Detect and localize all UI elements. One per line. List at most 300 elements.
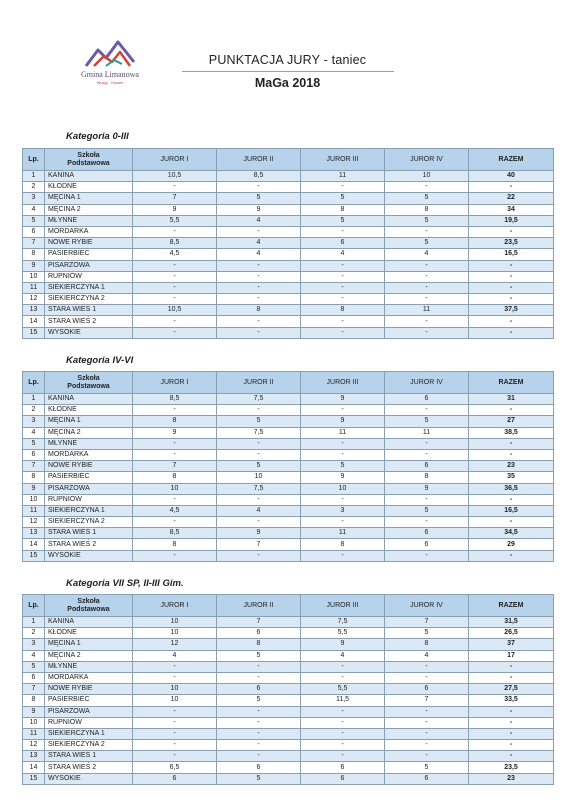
cell-school: KŁODNE [45, 405, 133, 416]
cell-juror2: 5 [217, 773, 301, 784]
cell-total: 16,5 [469, 249, 554, 260]
cell-juror4: - [385, 717, 469, 728]
cell-lp: 5 [23, 215, 45, 226]
cell-total: - [469, 405, 554, 416]
cell-school: MĘCINA 2 [45, 427, 133, 438]
cell-juror2: 7 [217, 617, 301, 628]
cell-juror2: - [217, 316, 301, 327]
cell-juror4: - [385, 271, 469, 282]
table-row [23, 672, 554, 683]
cell-juror1: 4 [133, 650, 217, 661]
scores-table [22, 148, 554, 339]
cell-lp: 12 [23, 517, 45, 528]
cell-lp: 10 [23, 271, 45, 282]
cell-juror2: - [217, 327, 301, 338]
cell-juror4: - [385, 740, 469, 751]
col-header-juror1: JUROR I [133, 372, 217, 394]
cell-total: - [469, 717, 554, 728]
cell-school: MĘCINA 2 [45, 204, 133, 215]
cell-juror3: - [301, 751, 385, 762]
cell-juror2: - [217, 717, 301, 728]
cell-lp: 4 [23, 204, 45, 215]
cell-total: 17 [469, 650, 554, 661]
cell-juror2: 8 [217, 639, 301, 650]
cell-lp: 12 [23, 294, 45, 305]
table-row [23, 260, 554, 271]
cell-juror4: - [385, 517, 469, 528]
cell-school: WYSOKIE [45, 550, 133, 561]
cell-juror3: - [301, 672, 385, 683]
cell-lp: 8 [23, 249, 45, 260]
cell-total: - [469, 494, 554, 505]
cell-juror2: - [217, 271, 301, 282]
cell-juror4: - [385, 706, 469, 717]
cell-juror1: - [133, 282, 217, 293]
cell-juror3: - [301, 661, 385, 672]
cell-school: NOWE RYBIE [45, 461, 133, 472]
cell-lp: 7 [23, 684, 45, 695]
table-row [23, 550, 554, 561]
cell-total: - [469, 740, 554, 751]
cell-juror2: - [217, 438, 301, 449]
cell-lp: 13 [23, 305, 45, 316]
cell-juror3: 11 [301, 427, 385, 438]
col-header-juror4: JUROR IV [385, 372, 469, 394]
cell-juror2: - [217, 260, 301, 271]
cell-school: WYSOKIE [45, 773, 133, 784]
cell-juror1: - [133, 751, 217, 762]
table-row [23, 438, 554, 449]
cell-juror3: 9 [301, 416, 385, 427]
cell-school: SIEKIERCZYNA 1 [45, 282, 133, 293]
cell-juror4: - [385, 751, 469, 762]
table-row [23, 717, 554, 728]
cell-lp: 3 [23, 639, 45, 650]
cell-juror1: - [133, 226, 217, 237]
cell-juror2: - [217, 550, 301, 561]
col-header-total: RAZEM [469, 595, 554, 617]
table-row [23, 405, 554, 416]
cell-school: STARA WIEŚ 2 [45, 539, 133, 550]
table-row [23, 740, 554, 751]
cell-lp: 1 [23, 394, 45, 405]
cell-juror3: - [301, 182, 385, 193]
cell-juror2: 5 [217, 650, 301, 661]
table-row [23, 327, 554, 338]
cell-school: MĘCINA 1 [45, 416, 133, 427]
cell-juror1: - [133, 316, 217, 327]
cell-total: 34,5 [469, 528, 554, 539]
cell-juror1: - [133, 550, 217, 561]
cell-school: MORDARKA [45, 672, 133, 683]
table-row [23, 762, 554, 773]
cell-school: MŁYNNE [45, 438, 133, 449]
cell-juror3: 3 [301, 505, 385, 516]
cell-lp: 5 [23, 661, 45, 672]
cell-juror4: - [385, 316, 469, 327]
cell-school: MORDARKA [45, 226, 133, 237]
cell-total: 26,5 [469, 628, 554, 639]
cell-total: 37 [469, 639, 554, 650]
cell-juror4: 8 [385, 639, 469, 650]
cell-school: NOWE RYBIE [45, 238, 133, 249]
table-row [23, 528, 554, 539]
cell-school: KŁODNE [45, 628, 133, 639]
cell-juror4: 8 [385, 204, 469, 215]
cell-juror2: - [217, 282, 301, 293]
cell-juror1: - [133, 271, 217, 282]
cell-juror1: - [133, 294, 217, 305]
cell-juror2: 7,5 [217, 427, 301, 438]
cell-juror2: - [217, 494, 301, 505]
cell-juror3: 11,5 [301, 695, 385, 706]
cell-juror4: - [385, 550, 469, 561]
table-row [23, 773, 554, 784]
cell-juror3: - [301, 494, 385, 505]
cell-lp: 4 [23, 427, 45, 438]
cell-lp: 1 [23, 617, 45, 628]
table-row [23, 316, 554, 327]
cell-total: 31 [469, 394, 554, 405]
cell-total: - [469, 282, 554, 293]
col-header-school: Szkoła Podstawowa [45, 149, 133, 171]
table-row [23, 394, 554, 405]
cell-lp: 15 [23, 550, 45, 561]
cell-juror3: - [301, 550, 385, 561]
cell-juror4: 5 [385, 762, 469, 773]
cell-juror1: 4,5 [133, 249, 217, 260]
cell-total: - [469, 182, 554, 193]
cell-juror4: 9 [385, 483, 469, 494]
cell-juror2: 4 [217, 238, 301, 249]
cell-juror1: - [133, 327, 217, 338]
cell-juror3: - [301, 294, 385, 305]
cell-juror4: - [385, 182, 469, 193]
col-header-juror2: JUROR II [217, 372, 301, 394]
cell-lp: 9 [23, 706, 45, 717]
cell-juror4: - [385, 449, 469, 460]
cell-juror1: 4,5 [133, 505, 217, 516]
cell-total: 23,5 [469, 238, 554, 249]
cell-lp: 5 [23, 438, 45, 449]
col-header-juror4: JUROR IV [385, 149, 469, 171]
cell-school: STARA WIEŚ 1 [45, 528, 133, 539]
cell-lp: 1 [23, 171, 45, 182]
cell-total: 23 [469, 461, 554, 472]
table-row [23, 639, 554, 650]
table-row [23, 684, 554, 695]
cell-juror2: 6 [217, 628, 301, 639]
cell-total: - [469, 706, 554, 717]
cell-juror2: - [217, 294, 301, 305]
cell-school: MĘCINA 2 [45, 650, 133, 661]
cell-school: SIEKIERCZYNA 2 [45, 517, 133, 528]
cell-school: MORDARKA [45, 449, 133, 460]
cell-juror2: 5 [217, 193, 301, 204]
cell-juror2: - [217, 728, 301, 739]
cell-juror3: 4 [301, 650, 385, 661]
cell-school: KANINA [45, 394, 133, 405]
cell-juror3: 9 [301, 639, 385, 650]
table-row [23, 628, 554, 639]
table-row [23, 226, 554, 237]
cell-juror3: - [301, 271, 385, 282]
cell-juror3: - [301, 327, 385, 338]
table-row [23, 271, 554, 282]
table-row [23, 695, 554, 706]
cell-lp: 7 [23, 461, 45, 472]
cell-juror4: 6 [385, 528, 469, 539]
col-header-juror3: JUROR III [301, 595, 385, 617]
cell-juror3: 6 [301, 238, 385, 249]
cell-juror3: 8 [301, 305, 385, 316]
cell-juror4: 5 [385, 416, 469, 427]
cell-juror1: 10 [133, 695, 217, 706]
cell-juror3: 8 [301, 539, 385, 550]
cell-school: STARA WIEŚ 1 [45, 751, 133, 762]
cell-juror1: 10,5 [133, 171, 217, 182]
logo [70, 36, 150, 94]
cell-lp: 6 [23, 449, 45, 460]
cell-lp: 15 [23, 327, 45, 338]
cell-total: - [469, 294, 554, 305]
cell-school: MŁYNNE [45, 215, 133, 226]
category-title: Kategoria IV-VI [66, 355, 134, 366]
table-row [23, 539, 554, 550]
table-row [23, 282, 554, 293]
cell-juror3: - [301, 728, 385, 739]
cell-juror4: 6 [385, 461, 469, 472]
table-header-row [23, 372, 554, 394]
cell-school: STARA WIEŚ 2 [45, 316, 133, 327]
table-row [23, 449, 554, 460]
cell-total: - [469, 438, 554, 449]
cell-total: - [469, 751, 554, 762]
cell-juror2: - [217, 182, 301, 193]
table-row [23, 472, 554, 483]
cell-school: RUPNIÓW [45, 271, 133, 282]
cell-total: 27 [469, 416, 554, 427]
cell-juror2: 9 [217, 528, 301, 539]
table-row [23, 751, 554, 762]
cell-total: - [469, 728, 554, 739]
cell-juror1: 6,5 [133, 762, 217, 773]
cell-juror1: 5,5 [133, 215, 217, 226]
cell-lp: 2 [23, 628, 45, 639]
cell-juror1: 8,5 [133, 528, 217, 539]
category-title: Kategoria VII SP, II-III Gim. [66, 578, 184, 589]
cell-juror1: 10 [133, 617, 217, 628]
cell-lp: 3 [23, 416, 45, 427]
cell-school: PISARZOWA [45, 260, 133, 271]
cell-school: PASIERBIEC [45, 249, 133, 260]
cell-total: - [469, 672, 554, 683]
table-row [23, 215, 554, 226]
cell-juror4: - [385, 282, 469, 293]
cell-juror1: 7 [133, 461, 217, 472]
cell-juror4: 5 [385, 238, 469, 249]
cell-lp: 14 [23, 539, 45, 550]
cell-juror2: 4 [217, 505, 301, 516]
cell-lp: 10 [23, 717, 45, 728]
cell-juror1: - [133, 672, 217, 683]
cell-juror2: 7 [217, 539, 301, 550]
cell-total: 37,5 [469, 305, 554, 316]
cell-lp: 14 [23, 762, 45, 773]
logo-tagline: Wrzęgi · Zdrowie [96, 81, 124, 85]
cell-total: - [469, 271, 554, 282]
col-header-juror2: JUROR II [217, 595, 301, 617]
cell-lp: 9 [23, 483, 45, 494]
cell-juror4: 5 [385, 215, 469, 226]
table-header-row [23, 595, 554, 617]
cell-juror4: - [385, 661, 469, 672]
cell-total: - [469, 327, 554, 338]
cell-school: RUPNIÓW [45, 717, 133, 728]
cell-juror3: - [301, 740, 385, 751]
cell-total: 22 [469, 193, 554, 204]
cell-total: - [469, 260, 554, 271]
cell-juror2: - [217, 751, 301, 762]
cell-total: 33,5 [469, 695, 554, 706]
cell-juror1: - [133, 706, 217, 717]
cell-lp: 13 [23, 528, 45, 539]
cell-total: - [469, 449, 554, 460]
cell-juror4: - [385, 438, 469, 449]
cell-juror2: 8,5 [217, 171, 301, 182]
cell-juror4: 6 [385, 394, 469, 405]
col-header-school: Szkoła Podstawowa [45, 372, 133, 394]
mountains-logo-icon [84, 36, 136, 68]
cell-lp: 9 [23, 260, 45, 271]
cell-juror4: - [385, 405, 469, 416]
cell-juror1: - [133, 182, 217, 193]
cell-juror4: - [385, 672, 469, 683]
cell-juror3: - [301, 405, 385, 416]
cell-juror2: - [217, 449, 301, 460]
cell-juror1: 12 [133, 639, 217, 650]
cell-juror4: - [385, 728, 469, 739]
cell-juror4: - [385, 294, 469, 305]
col-header-juror3: JUROR III [301, 149, 385, 171]
cell-juror1: 8 [133, 472, 217, 483]
cell-lp: 6 [23, 226, 45, 237]
table-row [23, 249, 554, 260]
cell-juror1: 10 [133, 684, 217, 695]
cell-juror2: 4 [217, 249, 301, 260]
cell-juror2: 10 [217, 472, 301, 483]
col-header-juror3: JUROR III [301, 372, 385, 394]
cell-school: STARA WIEŚ 1 [45, 305, 133, 316]
cell-juror3: - [301, 316, 385, 327]
cell-total: 16,5 [469, 505, 554, 516]
col-header-juror1: JUROR I [133, 149, 217, 171]
cell-lp: 13 [23, 751, 45, 762]
cell-juror1: 6 [133, 773, 217, 784]
table-row [23, 171, 554, 182]
table-row [23, 427, 554, 438]
cell-lp: 14 [23, 316, 45, 327]
cell-juror3: 5 [301, 461, 385, 472]
table-row [23, 483, 554, 494]
cell-juror1: 8,5 [133, 238, 217, 249]
table-row [23, 204, 554, 215]
cell-juror3: 11 [301, 171, 385, 182]
cell-school: KANINA [45, 617, 133, 628]
table-row [23, 193, 554, 204]
cell-juror4: 8 [385, 472, 469, 483]
cell-juror3: - [301, 449, 385, 460]
cell-juror1: - [133, 405, 217, 416]
table-header-row [23, 149, 554, 171]
col-header-juror2: JUROR II [217, 149, 301, 171]
table-row [23, 617, 554, 628]
cell-juror2: 8 [217, 305, 301, 316]
cell-total: - [469, 661, 554, 672]
cell-lp: 15 [23, 773, 45, 784]
scores-table [22, 371, 554, 562]
cell-juror3: 9 [301, 394, 385, 405]
cell-total: 38,5 [469, 427, 554, 438]
col-header-total: RAZEM [469, 149, 554, 171]
cell-juror2: - [217, 706, 301, 717]
cell-juror3: 10 [301, 483, 385, 494]
cell-juror1: - [133, 438, 217, 449]
cell-juror1: - [133, 728, 217, 739]
cell-juror2: - [217, 226, 301, 237]
cell-school: KŁODNE [45, 182, 133, 193]
cell-juror3: - [301, 226, 385, 237]
table-row [23, 494, 554, 505]
cell-juror4: 6 [385, 539, 469, 550]
table-row [23, 305, 554, 316]
cell-juror3: - [301, 438, 385, 449]
cell-total: - [469, 517, 554, 528]
cell-juror2: 5 [217, 461, 301, 472]
cell-school: PASIERBIEC [45, 695, 133, 706]
cell-juror3: 4 [301, 249, 385, 260]
cell-total: 31,5 [469, 617, 554, 628]
cell-total: 40 [469, 171, 554, 182]
cell-lp: 11 [23, 728, 45, 739]
table-row [23, 294, 554, 305]
cell-juror3: 5,5 [301, 684, 385, 695]
cell-juror3: 5,5 [301, 628, 385, 639]
cell-juror3: - [301, 260, 385, 271]
cell-juror1: - [133, 717, 217, 728]
table-row [23, 238, 554, 249]
cell-juror4: 5 [385, 193, 469, 204]
cell-juror1: - [133, 260, 217, 271]
cell-juror4: 6 [385, 773, 469, 784]
cell-total: 36,5 [469, 483, 554, 494]
cell-juror4: 7 [385, 695, 469, 706]
cell-school: KANINA [45, 171, 133, 182]
cell-juror4: 4 [385, 650, 469, 661]
cell-school: STARA WIEŚ 2 [45, 762, 133, 773]
table-row [23, 517, 554, 528]
cell-juror1: - [133, 517, 217, 528]
col-header-school: Szkoła Podstawowa [45, 595, 133, 617]
col-header-lp: Lp. [23, 372, 45, 394]
cell-lp: 12 [23, 740, 45, 751]
cell-juror3: 9 [301, 472, 385, 483]
cell-juror3: 8 [301, 204, 385, 215]
cell-school: SIEKIERCZYNA 2 [45, 740, 133, 751]
cell-total: 35 [469, 472, 554, 483]
cell-school: PISARZOWA [45, 483, 133, 494]
cell-juror2: 5 [217, 416, 301, 427]
